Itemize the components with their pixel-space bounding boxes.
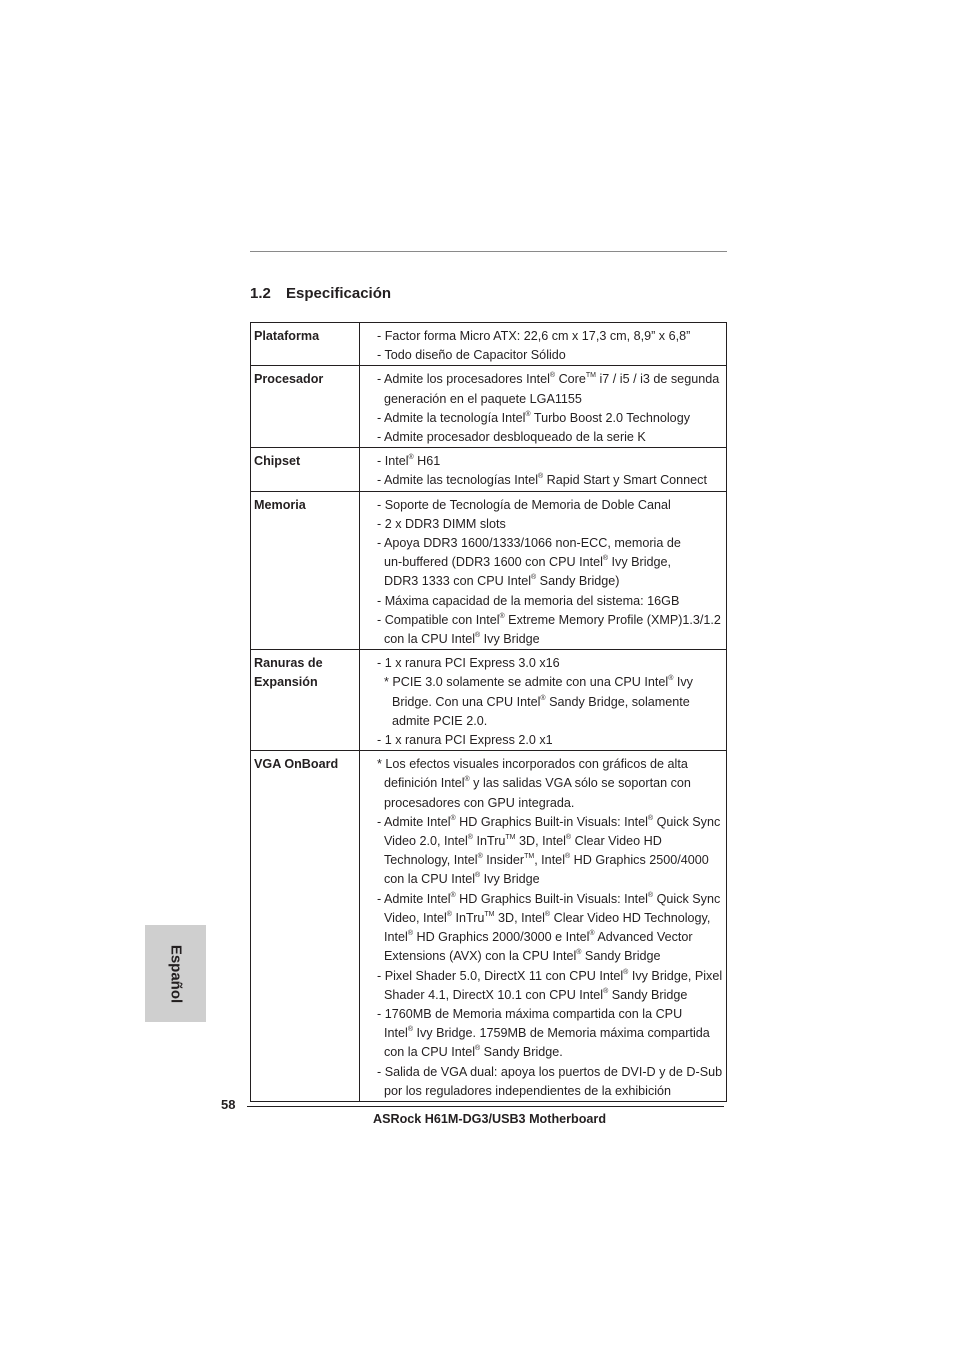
spec-line: admite PCIE 2.0. (392, 713, 488, 728)
registered-mark: ® (576, 949, 582, 957)
registered-mark: ® (475, 632, 481, 640)
section-title: Especificación (286, 285, 392, 302)
spec-line: - Máxima capacidad de la memoria del sistema: 16GB (377, 593, 680, 608)
registered-mark: ® (446, 910, 452, 918)
spec-line: - Todo diseño de Capacitor Sólido (377, 348, 566, 363)
spec-row (251, 751, 727, 1102)
registered-mark: ® (647, 814, 654, 822)
registered-mark: ® (565, 834, 572, 842)
trademark-mark: TM (524, 853, 535, 861)
spec-row (251, 366, 727, 448)
top-rule (250, 251, 727, 252)
spec-line: - 1 x ranura PCI Express 3.0 x16 (377, 656, 560, 671)
footer-title: ASRock H61M-DG3/USB3 Motherboard (373, 1112, 607, 1126)
spec-line: - Salida de VGA dual: apoya los puertos de DVI-D y de D-Sub (377, 1064, 723, 1079)
registered-mark: ® (408, 454, 414, 462)
registered-mark: ® (407, 930, 413, 938)
registered-mark: ® (450, 891, 456, 899)
section-heading (250, 285, 391, 302)
registered-mark: ® (544, 910, 551, 918)
registered-mark: ® (531, 574, 537, 582)
spec-label-line: Chipset (254, 454, 301, 469)
registered-mark: ® (525, 410, 531, 418)
registered-mark: ® (499, 612, 505, 620)
spec-table (250, 322, 727, 1102)
spec-line: - Compatible con Intel® Extreme Memory Profile (XMP)1.3/1.2 (377, 612, 721, 627)
spec-line: - Intel® H61 (377, 454, 441, 469)
registered-mark: ® (623, 968, 629, 976)
spec-line: Shader 4.1, DirectX 10.1 con CPU Intel® Sandy Bridge (384, 987, 688, 1002)
registered-mark: ® (589, 930, 595, 938)
spec-label-line: Expansión (254, 675, 318, 690)
trademark-mark: TM (585, 372, 596, 380)
spec-line: un-buffered (DDR3 1600 con CPU Intel® Ivy Bridge, (384, 555, 672, 570)
spec-row (251, 491, 727, 650)
registered-mark: ® (538, 473, 544, 481)
spec-value (360, 366, 727, 448)
spec-line: - Admite Intel® HD Graphics Built-in Visuals: Intel® Quick Sync (377, 814, 721, 829)
registered-mark: ® (464, 776, 470, 784)
registered-mark: ® (602, 555, 609, 563)
registered-mark: ® (540, 694, 546, 702)
spec-line: - Factor forma Micro ATX: 22,6 cm x 17,3 cm, 8,9” x 6,8” (377, 329, 691, 343)
footer-rule (247, 1106, 724, 1107)
page-number: 58 (221, 1097, 236, 1112)
spec-line: - Admite la tecnología Intel® Turbo Boost 2.0 Technology (377, 410, 690, 425)
spec-label-line: VGA OnBoard (254, 757, 339, 772)
spec-label-line: Procesador (254, 372, 324, 387)
spec-label (251, 323, 360, 366)
spec-line: Bridge. Con una CPU Intel® Sandy Bridge, solamente (392, 694, 690, 709)
spec-value (360, 491, 727, 650)
spec-label-line: Memoria (254, 497, 306, 512)
language-side-tab (145, 925, 206, 1022)
spec-line: Extensions (AVX) con la CPU Intel® Sandy Bridge (384, 949, 661, 964)
spec-line: por los reguladores independientes de la exhibición (384, 1083, 672, 1098)
spec-label (251, 751, 360, 1102)
spec-line: definición Intel® y las salidas VGA sólo se soportan con (384, 776, 691, 791)
spec-label (251, 448, 360, 491)
spec-line: Video 2.0, Intel® InTru™ 3D, Intel® Clear Video HD (384, 834, 662, 849)
spec-value (360, 650, 727, 751)
spec-line: Intel® Ivy Bridge. 1759MB de Memoria máxima compartida (384, 1026, 710, 1041)
spec-value (360, 751, 727, 1102)
registered-mark: ® (668, 675, 674, 683)
spec-line: - Apoya DDR3 1600/1333/1066 non-ECC, memoria de (377, 536, 681, 551)
registered-mark: ® (450, 814, 456, 822)
spec-line: - 2 x DDR3 DIMM slots (377, 516, 506, 531)
trademark-mark: TM (484, 910, 495, 918)
spec-label (251, 366, 360, 448)
registered-mark: ® (475, 872, 481, 880)
registered-mark: ® (647, 891, 654, 899)
spec-line: procesadores con GPU integrada. (384, 795, 575, 810)
trademark-mark: TM (505, 834, 516, 842)
spec-label-line: Ranuras de (254, 656, 323, 671)
spec-line: con la CPU Intel® Ivy Bridge (384, 872, 540, 887)
spec-line: * Los efectos visuales incorporados con gráficos de alta (377, 757, 688, 772)
registered-mark: ® (407, 1026, 413, 1034)
spec-line: - Admite procesador desbloqueado de la serie K (377, 430, 646, 445)
spec-line: DDR3 1333 con CPU Intel® Sandy Bridge) (384, 574, 620, 589)
spec-line: con la CPU Intel® Sandy Bridge. (384, 1045, 563, 1060)
spec-line: - Admite los procesadores Intel® Core™ i7 / i5 / i3 de segunda (377, 372, 720, 387)
language-tab-label: Español (167, 944, 184, 1003)
registered-mark: ® (477, 853, 483, 861)
spec-row (251, 323, 727, 366)
spec-line: - 1 x ranura PCI Express 2.0 x1 (377, 733, 553, 748)
registered-mark: ® (565, 853, 571, 861)
spec-value (360, 323, 727, 366)
spec-line: - 1760MB de Memoria máxima compartida con la CPU (377, 1006, 683, 1021)
spec-line: * PCIE 3.0 solamente se admite con una CPU Intel® Ivy (384, 675, 693, 690)
registered-mark: ® (549, 372, 556, 380)
spec-line: - Soporte de Tecnología de Memoria de Doble Canal (377, 497, 671, 512)
spec-line: Video, Intel® InTru™ 3D, Intel® Clear Video HD Technology, (384, 910, 711, 925)
spec-line: generación en el paquete LGA1155 (384, 391, 582, 406)
registered-mark: ® (603, 987, 609, 995)
spec-row (251, 448, 727, 491)
spec-label-line: Plataforma (254, 329, 320, 343)
spec-line: - Admite las tecnologías Intel® Rapid Start y Smart Connect (377, 473, 707, 488)
spec-line: con la CPU Intel® Ivy Bridge (384, 632, 540, 647)
section-number: 1.2 (250, 285, 271, 302)
spec-line: Intel® HD Graphics 2000/3000 e Intel® Advanced Vector (384, 930, 693, 945)
spec-label (251, 491, 360, 650)
registered-mark: ® (475, 1045, 481, 1053)
registered-mark: ® (467, 834, 473, 842)
spec-label (251, 650, 360, 751)
spec-line: - Pixel Shader 5.0, DirectX 11 con CPU Intel® Ivy Bridge, Pixel (377, 968, 723, 983)
spec-line: - Admite Intel® HD Graphics Built-in Visuals: Intel® Quick Sync (377, 891, 721, 906)
spec-line: Technology, Intel® Insider™, Intel® HD Graphics 2500/4000 (384, 853, 709, 868)
spec-row (251, 650, 727, 751)
spec-value (360, 448, 727, 491)
